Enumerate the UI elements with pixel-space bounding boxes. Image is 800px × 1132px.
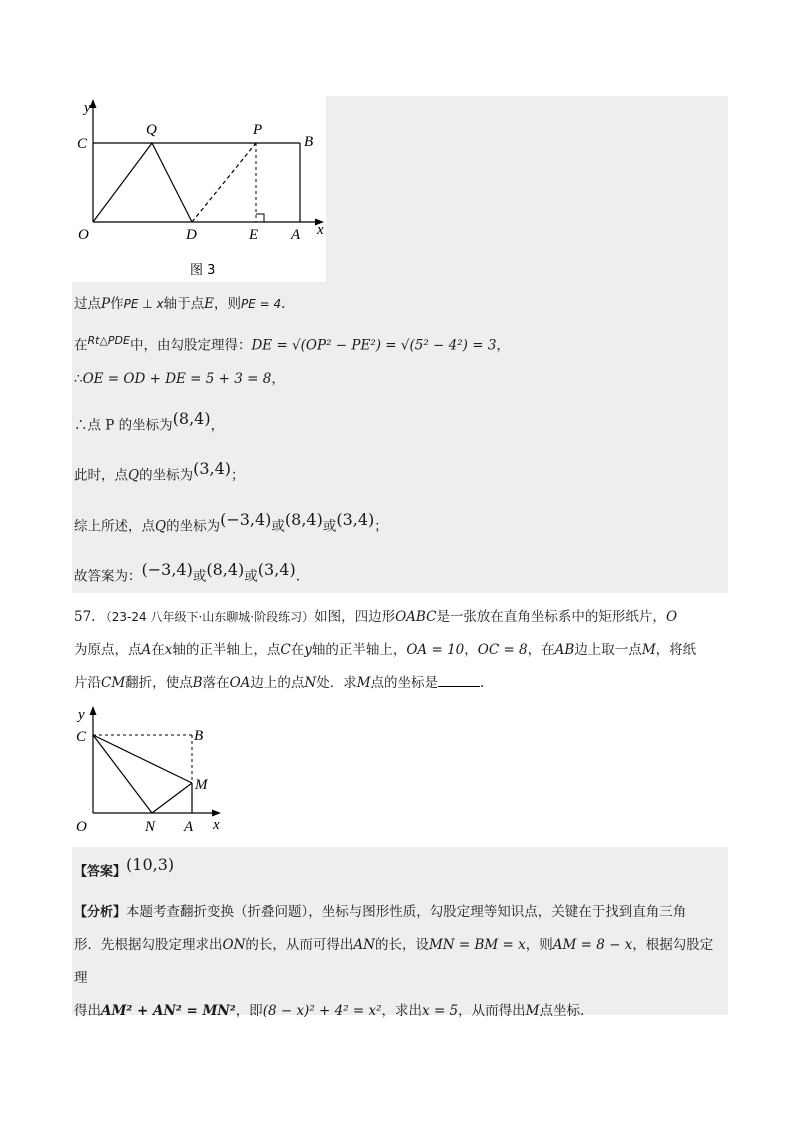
fig3-label-P: P — [253, 122, 263, 138]
fig57-label-M: M — [195, 777, 208, 793]
fig3-label-y: y — [84, 100, 91, 116]
fig3-label-C: C — [77, 136, 88, 152]
fig57-label-B: B — [194, 728, 204, 744]
fig3-label-O: O — [78, 227, 89, 243]
figure-57 — [72, 703, 232, 838]
solution-line-5: 此时，点Q的坐标为(3,4)； — [74, 459, 245, 484]
fig3-label-Q: Q — [146, 122, 157, 138]
answer-line — [74, 855, 174, 883]
analysis-label: 【分析】 — [74, 905, 127, 920]
fig3-label-E: E — [249, 227, 259, 243]
solution-line-7: 故答案为：(−3,4)或(8,4)或(3,4). — [74, 560, 301, 585]
solution-line-4: ∴点 P 的坐标为(8,4)， — [74, 409, 225, 434]
fig57-label-C: C — [76, 729, 87, 745]
fig57-label-N: N — [145, 819, 156, 835]
fig3-label-x: x — [317, 222, 324, 238]
fig57-label-O: O — [76, 819, 87, 835]
solution-line-2: 在$^{Rt\triangle PDE}$中，由勾股定理得：DE = √(OP² − PE²) = √(5² − 4²) = 3， — [74, 334, 510, 354]
fig57-label-y: y — [78, 707, 85, 723]
pythagoras-equation: DE = √(OP² − PE²) = √(5² − 4²) = 3 — [251, 337, 497, 354]
figure-3 — [72, 96, 326, 282]
fig3-label-D: D — [186, 227, 197, 243]
problem-source: （23-24 八年级下·山东聊城·阶段练习） — [99, 610, 315, 624]
answer-blank — [438, 674, 480, 687]
analysis-paragraph: 【分析】本题考查翻折变换（折叠问题），坐标与图形性质，勾股定理等知识点，关键在于找到直角三角 形．先根据勾股定理求出ON的长，从而可得出AN的长，设MN = BM = x，则AM = 8 − x，根据勾股定理 得出AM² + AN² = MN²，即(8 − x)² + 4² = x²，求出x = 5，从而得出M点坐标. — [74, 904, 714, 1019]
fig57-label-A: A — [184, 819, 194, 835]
solution-line-3: ∴OE = OD + DE = 5 + 3 = 8， — [74, 371, 285, 387]
fig3-label-B: B — [304, 134, 314, 150]
solution-line-1: 过点P作PE ⊥ x轴于点E，则PE = 4. — [74, 296, 286, 312]
fig3-caption: 图 3 — [190, 263, 216, 278]
solution-line-6: 综上所述，点Q的坐标为(−3,4)或(8,4)或(3,4)； — [74, 510, 388, 535]
problem-57: 57. （23-24 八年级下·山东聊城·阶段练习）如图，四边形OABC是一张放在直角坐标系中的矩形纸片，O 为原点，点A在x轴的正半轴上，点C在y轴的正半轴上，OA = 10，OC = 8，在AB边上取一点M，将纸 片沿CM翻折，使点B落在OA边上的点N处．求M点的坐标是 . — [74, 609, 697, 691]
answer-label: 【答案】 — [74, 864, 127, 880]
fig3-label-A: A — [291, 227, 301, 243]
problem-number: 57. — [74, 609, 96, 625]
answer-value: (10,3) — [126, 855, 175, 874]
fig57-label-x: x — [213, 817, 220, 833]
